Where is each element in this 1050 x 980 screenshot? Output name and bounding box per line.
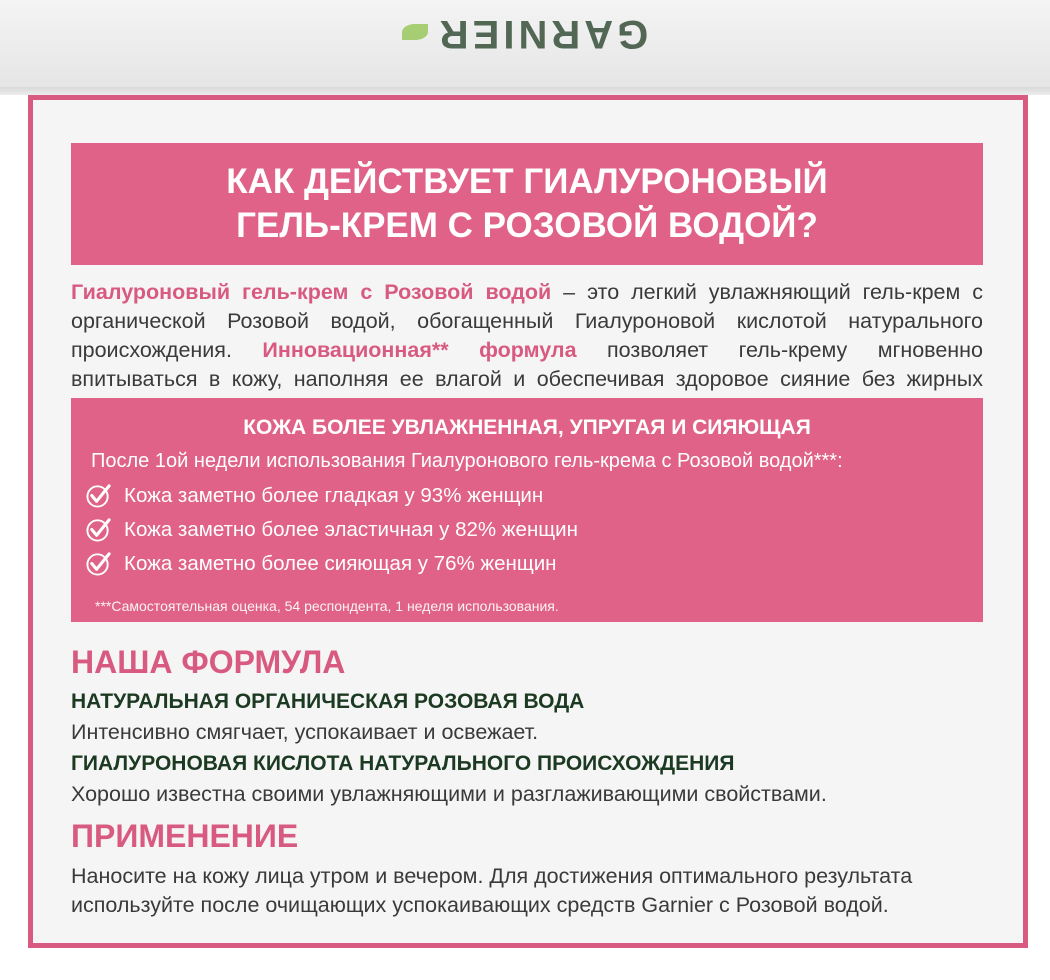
- result-text: Кожа заметно более эластичная у 82% женщин: [124, 517, 578, 541]
- ingredient-2-text: Хорошо известна своими увлажняющими и разглаживающими свойствами.: [71, 782, 827, 806]
- checkmark-icon: [85, 550, 112, 577]
- result-item: [85, 550, 556, 577]
- title-line-1: КАК ДЕЙСТВУЕТ ГИАЛУРОНОВЫЙ: [226, 162, 828, 201]
- intro-text-2: позволяет гель-крему мгновенно впитываться в кожу, наполняя ее влагой и обеспечивая здоровое сияние без жирных: [71, 338, 984, 391]
- results-box: [71, 398, 983, 622]
- intro-highlight-product: Гиалуроновый гель-крем с Розовой водой: [71, 280, 552, 304]
- results-heading: КОЖА БОЛЕЕ УВЛАЖНЕННАЯ, УПРУГАЯ И СИЯЮЩАЯ: [243, 416, 811, 439]
- result-item: [85, 482, 543, 509]
- package-top-edge: [0, 0, 1050, 95]
- leaf-icon: [402, 24, 428, 40]
- usage-text: Наносите на кожу лица утром и вечером. Для достижения оптимального результата используйте после очищающих успокаивающих средств Garnier с Розовой водой.: [71, 864, 913, 917]
- formula-title: НАША ФОРМУЛА: [71, 644, 346, 680]
- brand-logo: GARNIER: [300, 14, 750, 54]
- usage-title: ПРИМЕНЕНИЕ: [71, 818, 299, 854]
- ingredient-2-title: ГИАЛУРОНОВАЯ КИСЛОТА НАТУРАЛЬНОГО ПРОИСХОЖДЕНИЯ: [71, 752, 735, 775]
- result-item: [85, 516, 578, 543]
- intro-text-1: – это легкий увлажняющий гель-крем с органической Розовой водой, обогащенный Гиалуроновой кислотой натурального происхождения.: [71, 280, 983, 362]
- title-line-2: ГЕЛЬ-КРЕМ С РОЗОВОЙ ВОДОЙ?: [236, 206, 818, 245]
- ingredient-1-title: НАТУРАЛЬНАЯ ОРГАНИЧЕСКАЯ РОЗОВАЯ ВОДА: [71, 690, 585, 713]
- checkmark-icon: [85, 516, 112, 543]
- title-banner: [71, 143, 983, 265]
- info-panel: [28, 95, 1028, 948]
- intro-highlight-formula: Инновационная** формула: [262, 338, 577, 362]
- results-intro: После 1ой недели использования Гиалуронового гель-крема с Розовой водой***:: [91, 450, 843, 472]
- checkmark-icon: [85, 482, 112, 509]
- ingredient-1-text: Интенсивно смягчает, успокаивает и освежает.: [71, 720, 539, 744]
- result-text: Кожа заметно более сияющая у 76% женщин: [124, 551, 557, 575]
- results-footnote: ***Самостоятельная оценка, 54 респондента, 1 неделя использования.: [95, 598, 559, 614]
- result-text: Кожа заметно более гладкая у 93% женщин: [124, 483, 544, 507]
